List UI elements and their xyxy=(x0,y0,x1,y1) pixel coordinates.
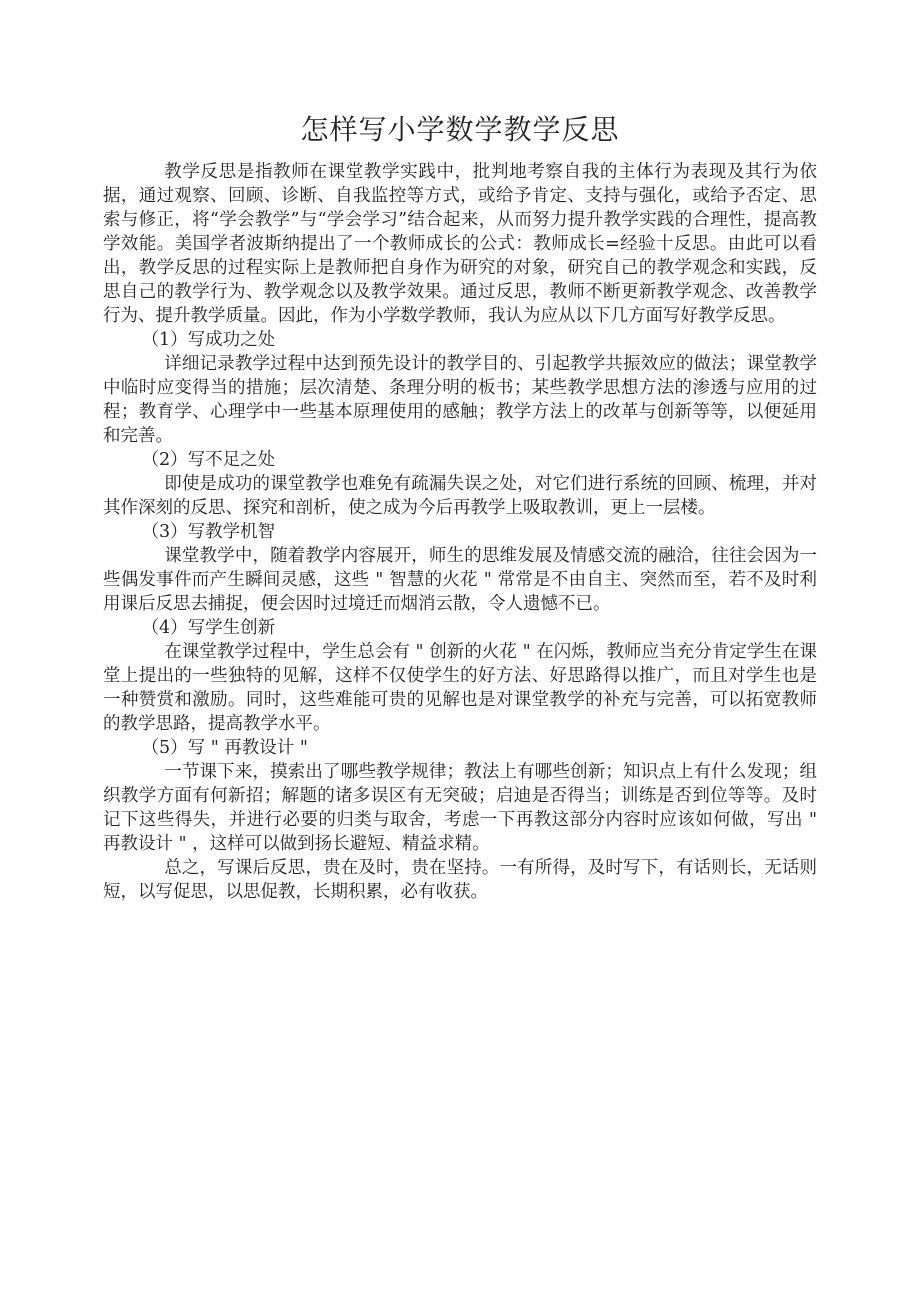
closing-paragraph: 总之，写课后反思，贵在及时，贵在坚持。一有所得，及时写下，有话则长，无话则短，以写促思，以思促教，长期积累，必有收获。 xyxy=(103,858,817,902)
intro-paragraph: 教学反思是指教师在课堂教学实践中，批判地考察自我的主体行为表现及其行为依据，通过观察、回顾、诊断、自我监控等方式，或给予肯定、支持与强化，或给予否定、思索与修正，将“学会教学”与“学会学习”结合起来，从而努力提升教学实践的合理性，提高教学效能。美国学者波斯纳提出了一个教师成长的公式：教师成长=经验十反思。由此可以看出，教学反思的过程实际上是教师把自身作为研究的对象，研究自己的教学观念和实践，反思自己的教学行为、教学观念以及教学效果。通过反思，教师不断更新教学观念、改善教学行为、提升教学质量。因此，作为小学数学教师，我认为应从以下几方面写好教学反思。 xyxy=(103,162,817,326)
section-4-paragraph: 在课堂教学过程中，学生总会有 " 创新的火花 " 在闪烁，教师应当充分肯定学生在课堂上提出的一些独特的见解，这样不仅使学生的好方法、好思路得以推广，而且对学生也是一种赞赏和激励。同时，这些难能可贵的见解也是对课堂教学的补充与完善，可以拓宽教师的教学思路，提高教学水平。 xyxy=(103,642,817,734)
section-1-heading: （1）写成功之处 xyxy=(141,330,276,350)
document-body xyxy=(103,160,817,904)
section-2-heading: （2）写不足之处 xyxy=(141,450,276,470)
section-3-heading: （3）写教学机智 xyxy=(141,522,276,542)
section-5-paragraph: 一节课下来，摸索出了哪些教学规律；教法上有哪些创新；知识点上有什么发现；组织教学方面有何新招；解题的诸多误区有无突破；启迪是否得当；训练是否到位等等。及时记下这些得失，并进行必要的归类与取舍，考虑一下再教这部分内容时应该如何做，写出 " 再教设计 " ，这样可以做到扬长避短、精益求精。 xyxy=(103,762,817,854)
section-4-heading: （4）写学生创新 xyxy=(141,618,276,638)
section-5-heading: （5）写 " 再教设计 " xyxy=(141,738,308,758)
section-2-paragraph: 即使是成功的课堂教学也难免有疏漏失误之处，对它们进行系统的回顾、梳理，并对其作深刻的反思、探究和剖析，使之成为今后再教学上吸取教训，更上一层楼。 xyxy=(103,474,817,518)
section-3-paragraph: 课堂教学中，随着教学内容展开，师生的思维发展及情感交流的融洽，往往会因为一些偶发事件而产生瞬间灵感，这些 " 智慧的火花 " 常常是不由自主、突然而至，若不及时利用课后反思去捕捉，便会因时过境迁而烟消云散，令人遗憾不已。 xyxy=(103,546,817,614)
document-title: 怎样写小学数学教学反思 xyxy=(300,113,620,146)
section-1-paragraph: 详细记录教学过程中达到预先设计的教学目的、引起教学共振效应的做法；课堂教学中临时应变得当的措施；层次清楚、条理分明的板书；某些教学思想方法的渗透与应用的过程；教育学、心理学中一些基本原理使用的感触；教学方法上的改革与创新等等，以便延用和完善。 xyxy=(103,354,817,446)
